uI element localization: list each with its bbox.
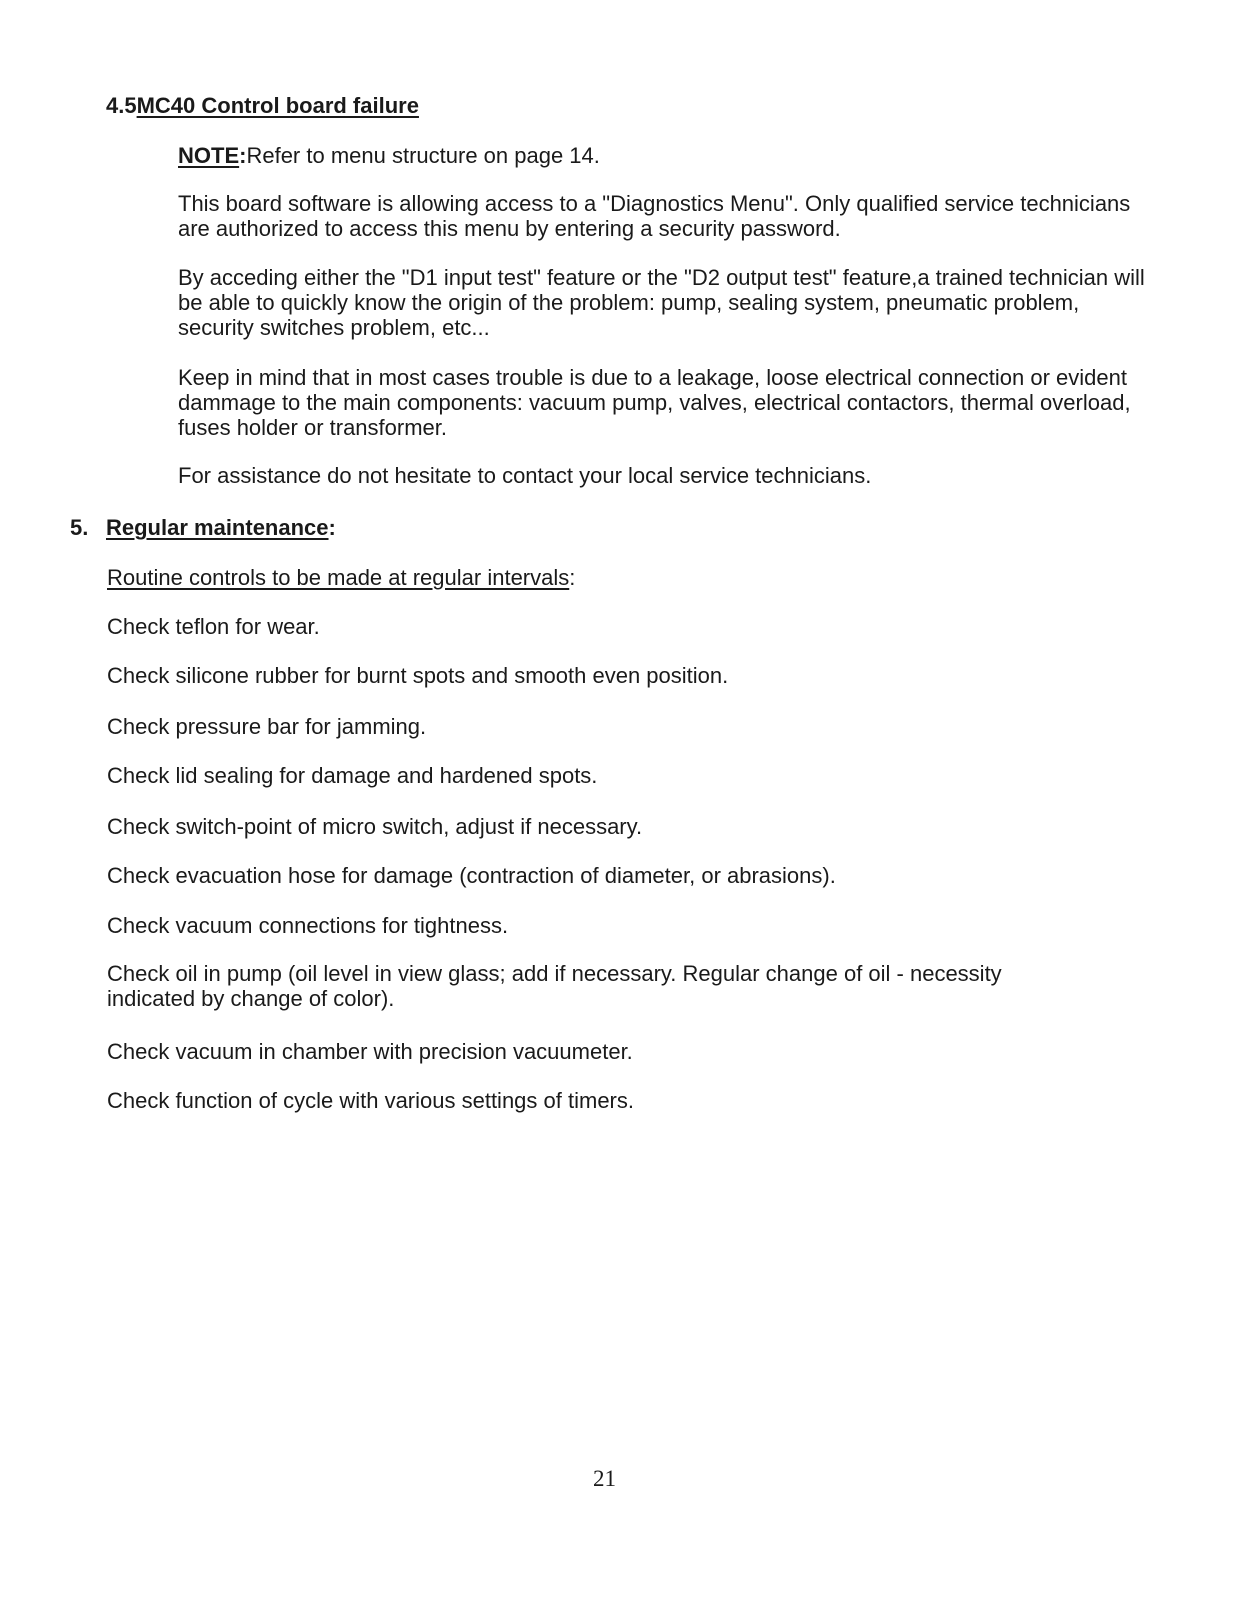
routine-intro-colon: : (569, 565, 576, 590)
section-title: MC40 Control board failure (136, 93, 419, 118)
check-item: Check evacuation hose for damage (contraction of diameter, or abrasions). (107, 863, 836, 888)
check-item: Check oil in pump (oil level in view glass; add if necessary. Regular change of oil - necessity indicated by change of color). (107, 961, 1002, 1011)
paragraph: For assistance do not hesitate to contact your local service technicians. (178, 463, 872, 488)
section-4-5-heading (106, 93, 419, 119)
note-colon: : (239, 143, 247, 168)
section-number: 4.5 (106, 93, 137, 118)
paragraph: Keep in mind that in most cases trouble is due to a leakage, loose electrical connection or evident dammage to the main components: vacuum pump, valves, electrical contactors, thermal overload, fuses holder or transformer. (178, 365, 1131, 440)
check-item: Check switch-point of micro switch, adjust if necessary. (107, 814, 643, 839)
section-title-colon: : (328, 515, 336, 540)
check-item: Check lid sealing for damage and hardened spots. (107, 763, 598, 788)
paragraph: By acceding either the "D1 input test" feature or the "D2 output test" feature,a trained technician will be able to quickly know the origin of the problem: pump, sealing system, pneumatic problem, security switches problem, etc... (178, 265, 1145, 340)
check-item: Check pressure bar for jamming. (107, 714, 427, 739)
check-item: Check teflon for wear. (107, 614, 320, 639)
section-5-heading (70, 515, 336, 541)
routine-intro (107, 565, 575, 590)
routine-intro-text: Routine controls to be made at regular intervals (107, 565, 570, 590)
paragraph: This board software is allowing access to a "Diagnostics Menu". Only qualified service technicians are authorized to access this menu by entering a security password. (178, 191, 1131, 241)
section-title: Regular maintenance (106, 515, 329, 540)
note-text: Refer to menu structure on page 14. (246, 143, 600, 168)
section-number: 5. (70, 515, 89, 540)
note-label: NOTE (178, 143, 240, 168)
check-item: Check silicone rubber for burnt spots and smooth even position. (107, 663, 729, 688)
note-line (178, 143, 600, 168)
check-item: Check vacuum connections for tightness. (107, 913, 509, 938)
page-number: 21 (593, 1466, 616, 1491)
check-item: Check function of cycle with various settings of timers. (107, 1088, 634, 1113)
check-item: Check vacuum in chamber with precision vacuumeter. (107, 1039, 633, 1064)
